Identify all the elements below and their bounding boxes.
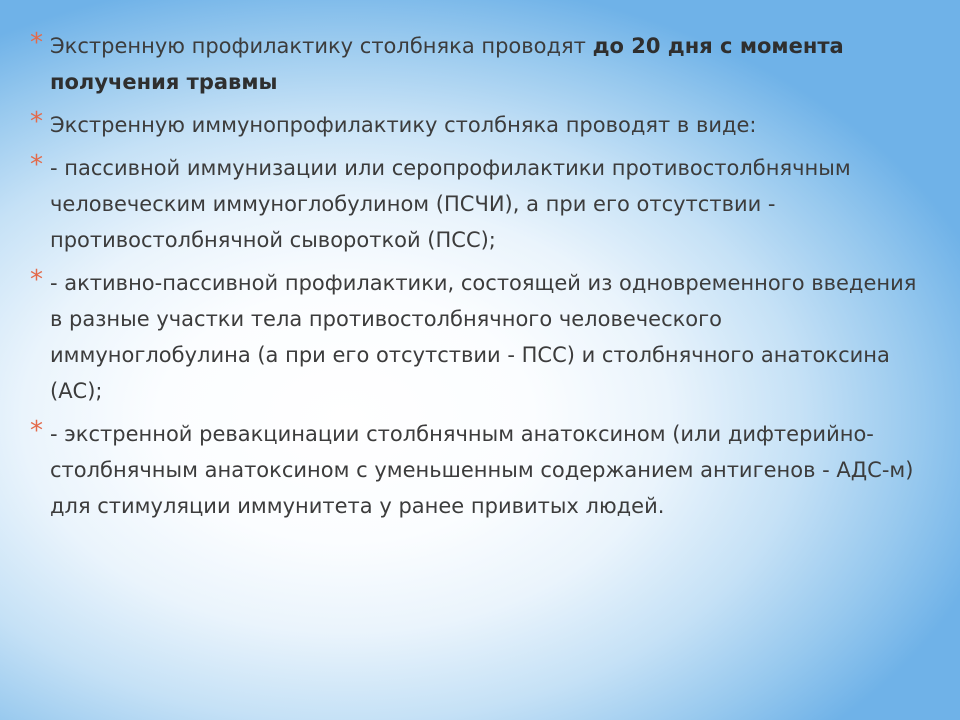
bullet-item-5 (28, 416, 928, 524)
bullet-item-4 (28, 265, 928, 409)
asterisk-bullet-icon: * (30, 150, 43, 180)
bullet-item-2 (28, 107, 928, 143)
bullet-text (50, 34, 844, 94)
asterisk-bullet-icon: * (30, 416, 43, 446)
asterisk-bullet-icon: * (30, 107, 43, 137)
bullet-text: Экстренную иммунопрофилактику столбняка проводят в виде: (50, 113, 757, 137)
bullet-text-regular: Экстренную профилактику столбняка проводят (50, 34, 593, 58)
asterisk-bullet-icon: * (30, 265, 43, 295)
bullet-list (28, 28, 928, 531)
asterisk-bullet-icon: * (30, 28, 43, 58)
bullet-item-1 (28, 28, 928, 100)
bullet-item-3 (28, 150, 928, 258)
bullet-text-bold: до 20 дня с момента получения травмы (50, 34, 844, 94)
bullet-text: - активно-пассивной профилактики, состоящей из одновременного введения в разные участки тела противостолбнячного человеческого иммуноглобулина (а при его отсутствии - ПСС) и столбнячного анатоксина (АС); (50, 271, 917, 403)
bullet-text: - пассивной иммунизации или серопрофилактики противостолбнячным человеческим иммуноглобулином (ПСЧИ), а при его отсутствии - противостолбнячной сывороткой (ПСС); (50, 156, 851, 252)
bullet-text: - экстренной ревакцинации столбнячным анатоксином (или дифтерийно-столбнячным анатоксином с уменьшенным содержанием антигенов - АДС-м) для стимуляции иммунитета у ранее привитых людей. (50, 422, 914, 518)
